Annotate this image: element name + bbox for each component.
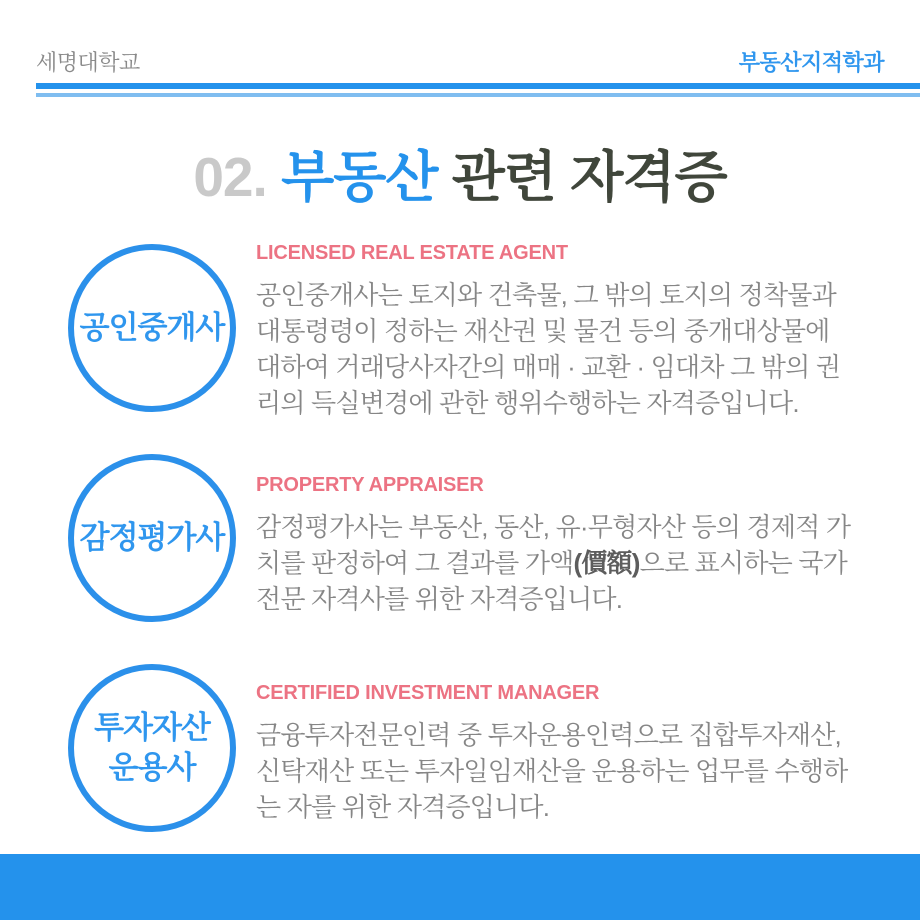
badge-label: 투자자산 bbox=[94, 710, 210, 745]
badge-property-appraiser bbox=[68, 454, 236, 622]
body-post: 으로 표시하는 국가전문 자격사를 위한 자격증입니다. bbox=[256, 548, 848, 614]
header-divider-thin bbox=[36, 93, 920, 97]
page-title bbox=[0, 146, 920, 208]
university-name: 세명대학교 bbox=[36, 50, 140, 75]
body-pre: 감정평가사는 부동산, 동산, 유·무형자산 등의 경제적 가치를 판정하여 그 결과를 가액 bbox=[256, 512, 851, 578]
footer-bar bbox=[0, 854, 920, 920]
section-body: 공인중개사는 토지와 건축물, 그 밖의 토지의 정착물과 대통령령이 정하는 재산권 및 물건 등의 중개대상물에 대하여 거래당사자간의 매매 · 교환 · 임대차 그 밖의 권리의 득실변경에 관한 행위수행하는 자격증입니다. bbox=[256, 280, 841, 418]
section-property-appraiser bbox=[256, 474, 852, 617]
section-body bbox=[256, 509, 852, 617]
body-hanja: (價額) bbox=[573, 548, 640, 578]
department-name: 부동산지적학과 bbox=[738, 50, 884, 75]
header-divider-thick bbox=[36, 83, 920, 89]
badge-licensed-agent bbox=[68, 244, 236, 412]
badge-label: 공인중개사 bbox=[79, 310, 225, 345]
badge-label-line2: 운용사 bbox=[108, 750, 196, 785]
section-investment-manager bbox=[256, 682, 852, 825]
section-body: 금융투자전문인력 중 투자운용인력으로 집합투자재산, 신탁재산 또는 투자일임재산을 운용하는 업무를 수행하는 자를 위한 자격증입니다. bbox=[256, 720, 848, 822]
badge-label: 감정평가사 bbox=[79, 520, 225, 555]
title-highlight: 부동산 bbox=[281, 146, 438, 208]
title-number: 02. bbox=[193, 146, 267, 208]
section-heading: LICENSED REAL ESTATE AGENT bbox=[256, 242, 568, 264]
section-heading: PROPERTY APPRAISER bbox=[256, 474, 484, 496]
section-heading: CERTIFIED INVESTMENT MANAGER bbox=[256, 682, 600, 704]
section-licensed-agent bbox=[256, 242, 852, 421]
badge-investment-manager bbox=[68, 664, 236, 832]
title-rest: 관련 자격증 bbox=[451, 146, 727, 208]
